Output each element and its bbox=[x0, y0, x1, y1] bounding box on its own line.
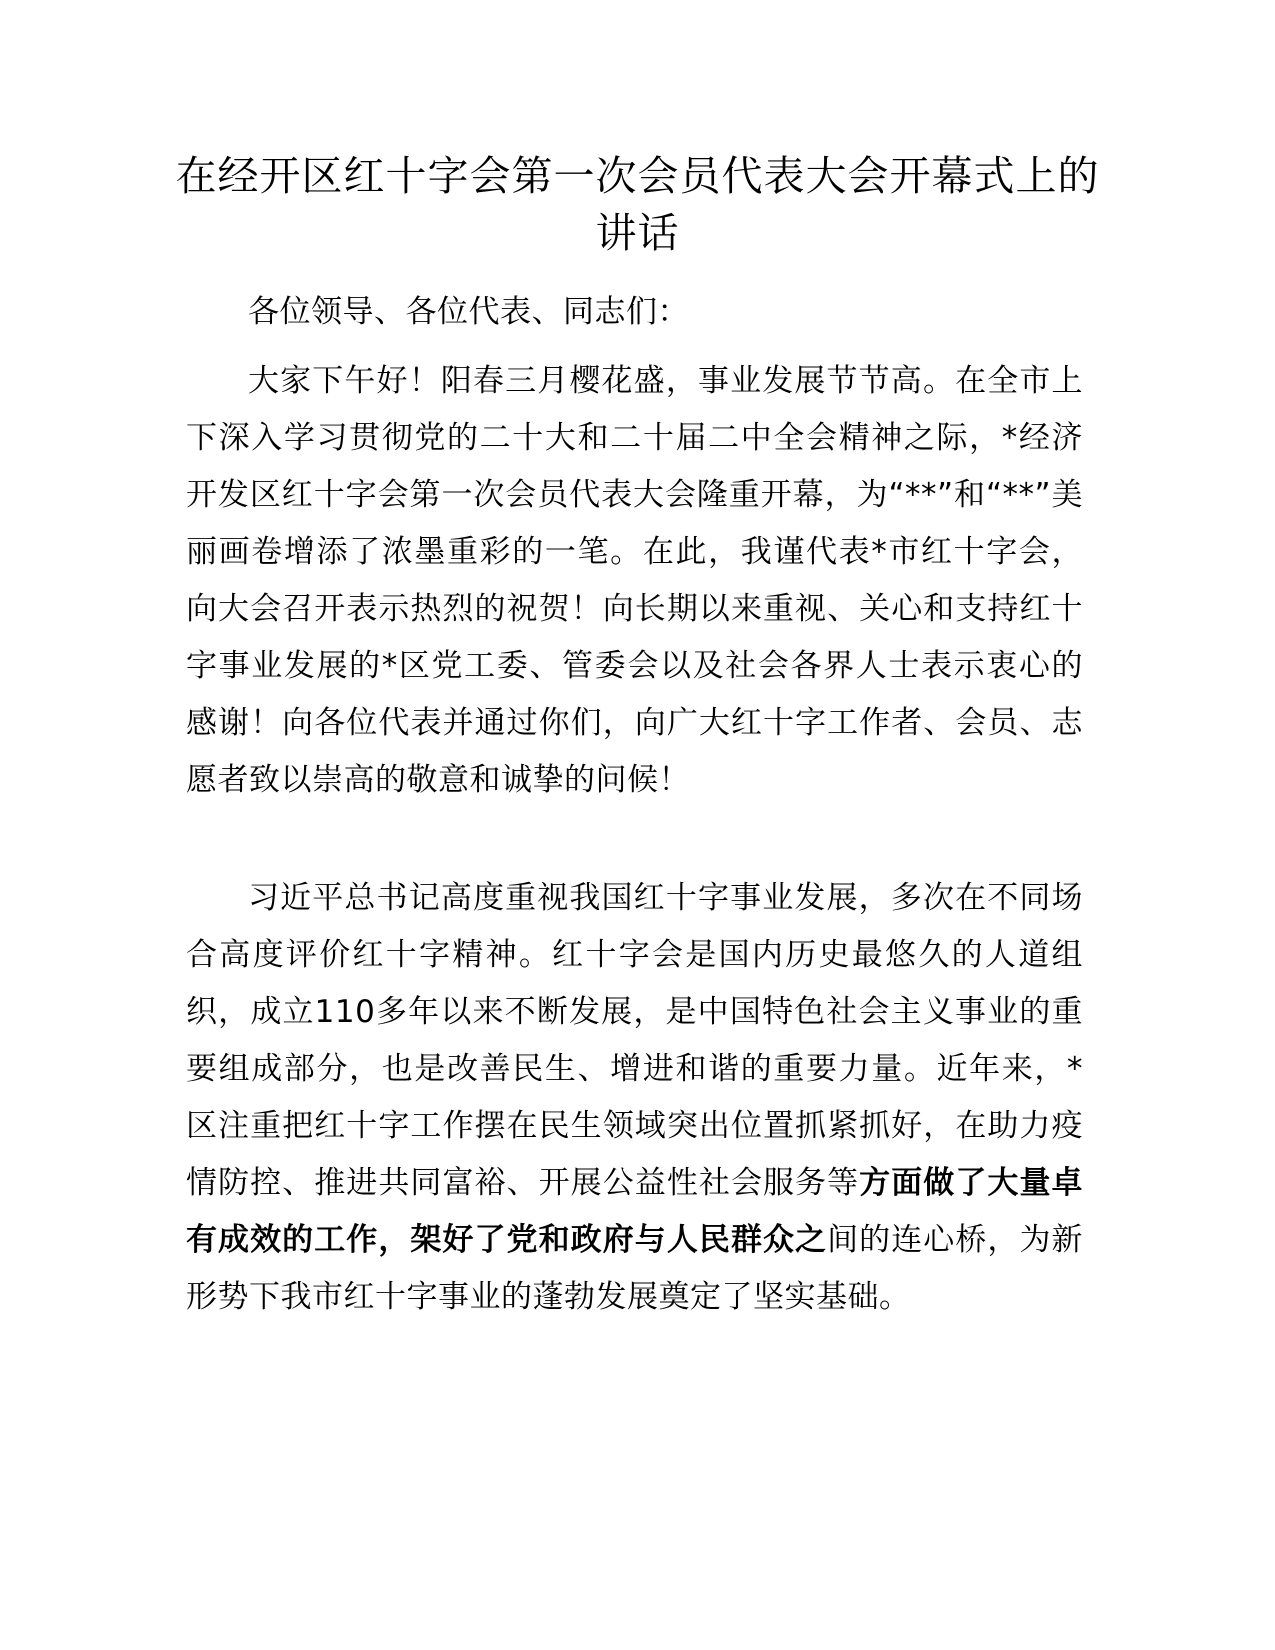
paragraph-bold-run: 方面做了大量卓有成效的工作，架好了党和政府与人民群众之 bbox=[186, 1165, 1084, 1258]
paragraph-text-run: 习近平总书记高度重视我国红十字事业发展，多次在不同场合高度评价红十字精神。红十字会是国内历史最悠久的人道组织，成立110多年以来不断发展，是中国特色社会主义事业的重要组成部分，也是改善民生、增进和谐的重要力量。近年来，*区注重把红十字工作摆在民生领域突出位置抓紧抓好，在助力疫情防控、推进共同富裕、开展公益性社会服务等 bbox=[186, 880, 1083, 1201]
paragraph-red-cross-work bbox=[186, 870, 1083, 1326]
greeting-line: 各位领导、各位代表、同志们： bbox=[248, 294, 689, 330]
paragraph-text-run: 间的连心桥，为新形势下我市红十字事业的蓬勃发展奠定了坚实基础。 bbox=[186, 1222, 1083, 1315]
paragraph-opening: 大家下午好！阳春三月樱花盛，事业发展节节高。在全市上下深入学习贯彻党的二十大和二十届二中全会精神之际，*经济开发区红十字会第一次会员代表大会隆重开幕，为“**”和“**”美丽画卷增添了浓墨重彩的一笔。在此，我谨代表*市红十字会，向大会召开表示热烈的祝贺！向长期以来重视、关心和支持红十字事业发展的*区党工委、管委会以及社会各界人士表示衷心的感谢！向各位代表并通过你们，向广大红十字工作者、会员、志愿者致以崇高的敬意和诚挚的问候！ bbox=[186, 363, 1083, 798]
document-title: 在经开区红十字会第一次会员代表大会开幕式上的讲话 bbox=[175, 152, 1100, 257]
